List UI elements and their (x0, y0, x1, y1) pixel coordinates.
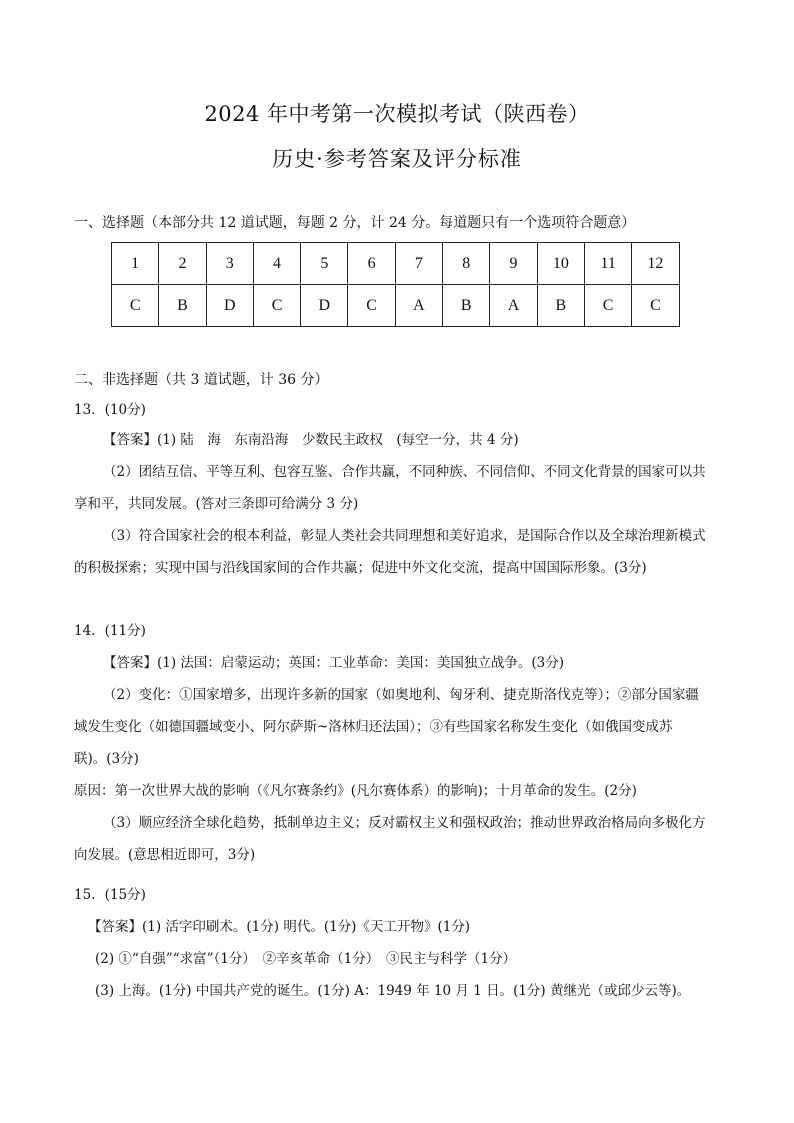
question-number-cell: 9 (490, 243, 537, 285)
answer-table (111, 242, 680, 327)
q14-line: 原因：第一次世界大战的影响（《凡尔赛条约》(凡尔赛体系）的影响)；十月革命的发生。(2分) (74, 783, 637, 799)
question-number-cell: 1 (112, 243, 159, 285)
answer-cell: C (112, 285, 159, 327)
q15-label: 15．(15分) (74, 887, 146, 903)
q13-line: 的积极探索；实现中国与沿线国家间的合作共赢；促进中外文化交流，提高中国国际形象。(3分) (74, 560, 647, 576)
q14-line: 向发展。(意思相近即可，3分) (74, 847, 256, 863)
answer-cell: B (159, 285, 206, 327)
question-number-cell: 6 (348, 243, 395, 285)
question-number-cell: 12 (632, 243, 679, 285)
q14-line: （3）顺应经济全球化趋势，抵制单边主义；反对霸权主义和强权政治；推动世界政治格局向多极化方 (103, 815, 706, 831)
question-number-cell: 7 (395, 243, 442, 285)
answer-cell: C (584, 285, 631, 327)
answer-cell: C (253, 285, 300, 327)
page-subtitle: 历史·参考答案及评分标准 (272, 147, 522, 171)
q13-label: 13．(10分) (74, 402, 146, 418)
answer-table-number-row (112, 243, 680, 285)
q13-line: 【答案】(1) 陆 海 东南沿海 少数民主政权 (每空一分，共 4 分) (103, 432, 519, 448)
page-title: 2024 年中考第一次模拟考试（陕西卷） (204, 102, 590, 126)
answer-cell: A (395, 285, 442, 327)
q14-label: 14．(11分) (74, 623, 146, 639)
q14-line: 【答案】(1) 法国：启蒙运动；英国：工业革命：美国：美国独立战争。(3分) (103, 655, 565, 671)
answer-cell: D (301, 285, 348, 327)
q14-line: 联)。(3分) (74, 751, 139, 767)
answer-cell: B (537, 285, 584, 327)
answer-cell: D (206, 285, 253, 327)
q14-line: 域发生变化（如德国疆域变小、阿尔萨斯~洛林归还法国）；③有些国家名称发生变化（如俄国变成苏 (74, 719, 673, 735)
question-number-cell: 11 (584, 243, 631, 285)
answer-cell: C (632, 285, 679, 327)
q15-line: (2) ①“自强”“求富”（1分） ②辛亥革命（1分） ③民主与科学（1分） (95, 951, 517, 967)
q13-line: 享和平，共同发展。(答对三条即可给满分 3 分) (74, 496, 359, 512)
q15-line: (3) 上海。(1分) 中国共产党的诞生。(1分) A：1949 年 10 月 1 日。(1分) 黄继光（或邱少云等)。 (95, 983, 691, 999)
question-number-cell: 10 (537, 243, 584, 285)
question-number-cell: 5 (301, 243, 348, 285)
question-number-cell: 2 (159, 243, 206, 285)
answer-table-answer-row (112, 285, 680, 327)
answer-cell: A (490, 285, 537, 327)
section2-heading: 二、非选择题（共 3 道试题，计 36 分） (74, 372, 329, 388)
question-number-cell: 4 (253, 243, 300, 285)
question-number-cell: 3 (206, 243, 253, 285)
q14-line: （2）变化：①国家增多，出现许多新的国家（如奥地利、匈牙利、捷克斯洛伐克等）；②部分国家疆 (103, 687, 699, 703)
q13-line: （2）团结互信、平等互利、包容互鉴、合作共赢，不同种族、不同信仰、不同文化背景的国家可以共 (103, 464, 706, 480)
answer-cell: B (443, 285, 490, 327)
q15-line: 【答案】(1) 活字印刷术。(1分) 明代。(1分)《天工开物》(1分) (88, 919, 471, 935)
section1-heading: 一、选择题（本部分共 12 道试题，每题 2 分，计 24 分。每道题只有一个选项符合题意） (74, 215, 636, 231)
answer-cell: C (348, 285, 395, 327)
q13-line: （3）符合国家社会的根本利益，彰显人类社会共同理想和美好追求，是国际合作以及全球治理新模式 (103, 528, 706, 544)
question-number-cell: 8 (443, 243, 490, 285)
